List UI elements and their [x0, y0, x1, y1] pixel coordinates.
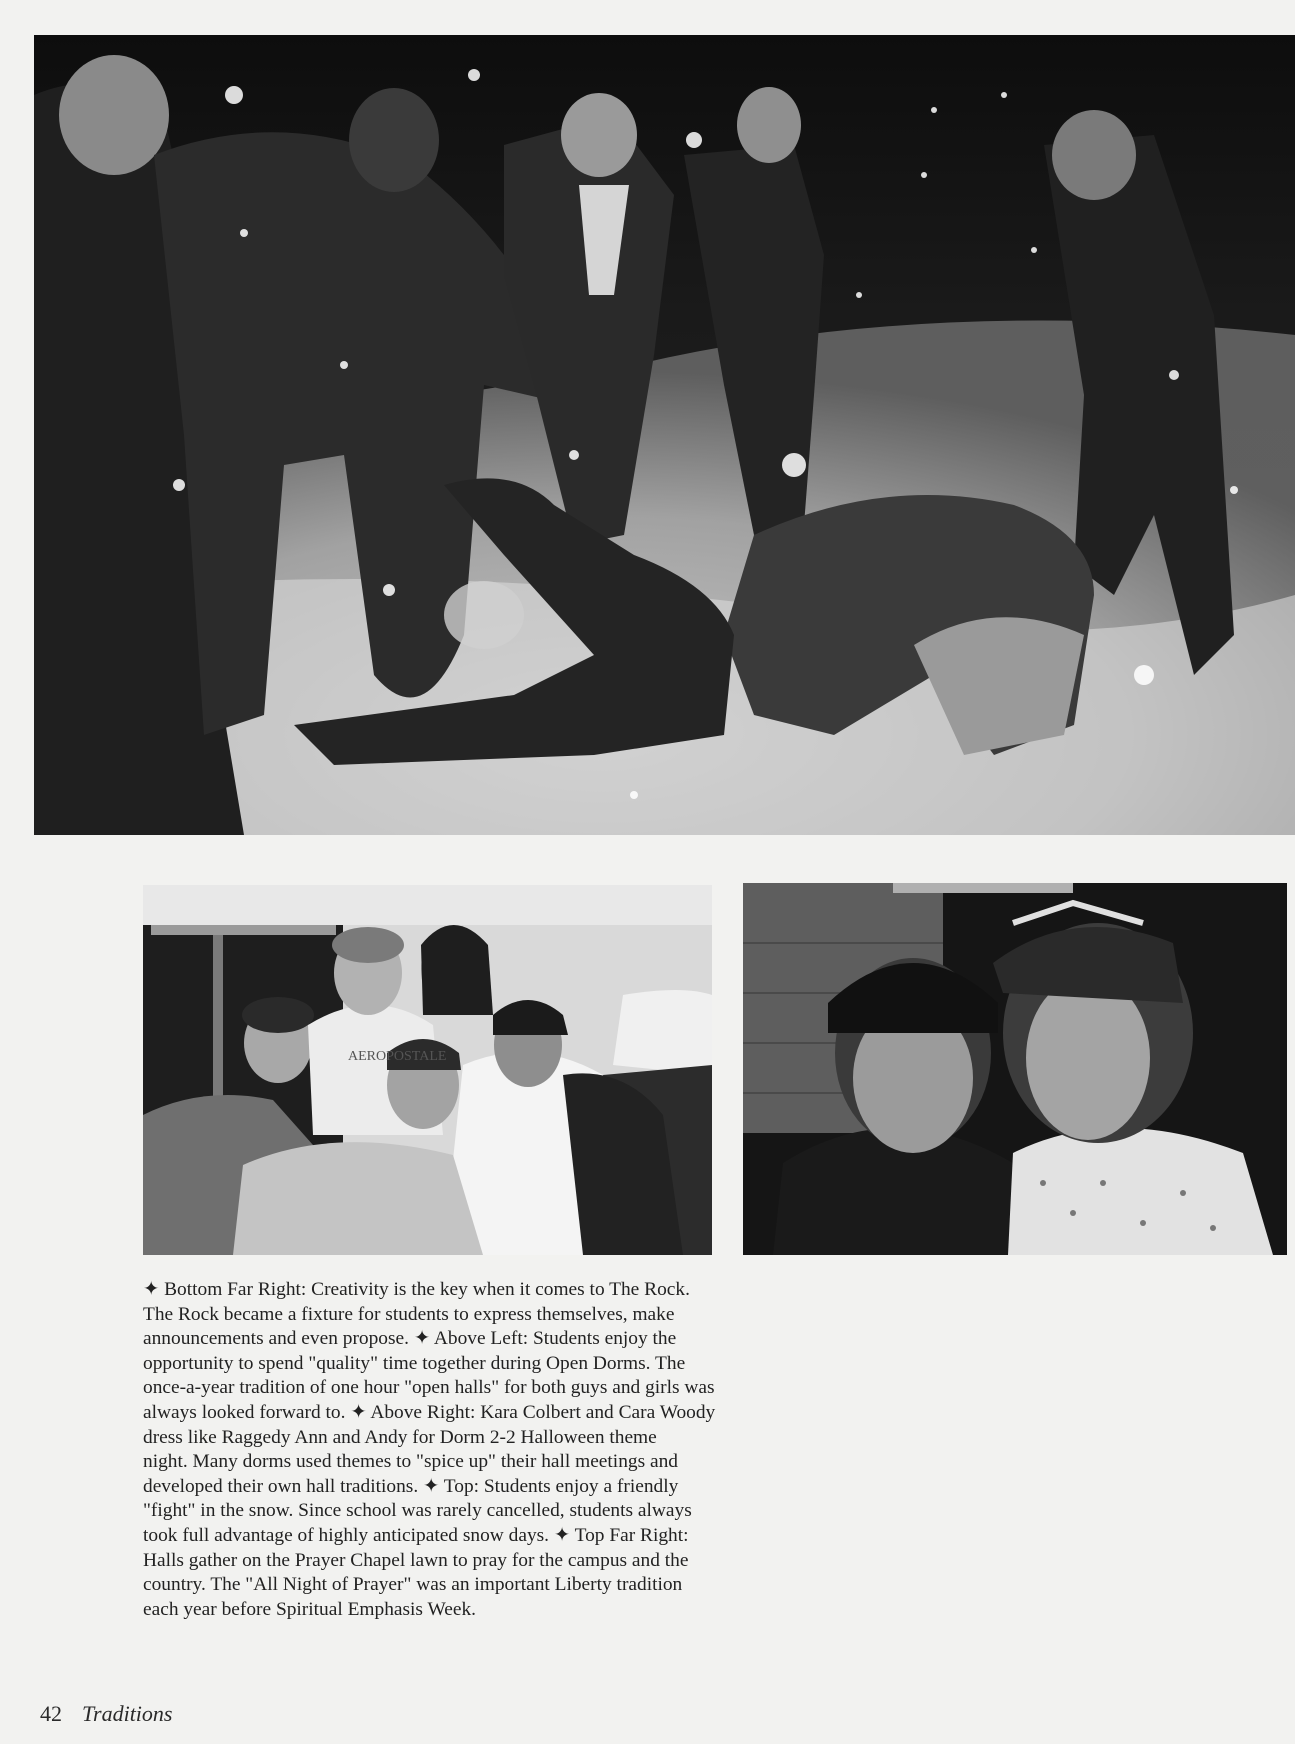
caption-line: each year before Spiritual Emphasis Week. — [143, 1598, 476, 1620]
page-folio — [40, 1701, 172, 1727]
section-title: Traditions — [82, 1701, 173, 1726]
caption-line: The Rock became a fixture for students to express themselves, make — [143, 1303, 675, 1325]
caption-line: once-a-year tradition of one hour "open halls" for both guys and girls was — [143, 1377, 715, 1399]
caption-line: dress like Raggedy Ann and Andy for Dorm 2-2 Halloween theme — [143, 1426, 657, 1448]
photo-caption — [143, 1278, 815, 1622]
caption-line: night. Many dorms used themes to "spice up" their hall meetings and — [143, 1451, 678, 1473]
caption-line: announcements and even propose. ✦ Above Left: Students enjoy the — [143, 1328, 677, 1350]
raggedy-ann-andy-photo — [743, 883, 1287, 1255]
raggedy-ann-andy-image — [743, 883, 1287, 1255]
caption-line: took full advantage of highly anticipated snow days. ✦ Top Far Right: — [143, 1524, 689, 1546]
open-dorms-photo — [143, 885, 712, 1255]
caption-line: always looked forward to. ✦ Above Right: Kara Colbert and Cara Woody — [143, 1401, 716, 1423]
svg-text:AEROPOSTALE: AEROPOSTALE — [348, 1049, 447, 1064]
open-dorms-image — [143, 885, 712, 1255]
caption-line: ✦ Bottom Far Right: Creativity is the key when it comes to The Rock. — [143, 1279, 690, 1300]
caption-line: country. The "All Night of Prayer" was an important Liberty tradition — [143, 1574, 683, 1596]
caption-line: developed their own hall traditions. ✦ Top: Students enjoy a friendly — [143, 1475, 679, 1497]
caption-line: "fight" in the snow. Since school was rarely cancelled, students always — [143, 1500, 692, 1522]
snow-fight-photo — [34, 35, 1295, 835]
snow-fight-image — [34, 35, 1295, 835]
page-number: 42 — [40, 1701, 62, 1726]
caption-line: Halls gather on the Prayer Chapel lawn to pray for the campus and the — [143, 1549, 689, 1571]
caption-line: opportunity to spend "quality" time together during Open Dorms. The — [143, 1352, 686, 1374]
